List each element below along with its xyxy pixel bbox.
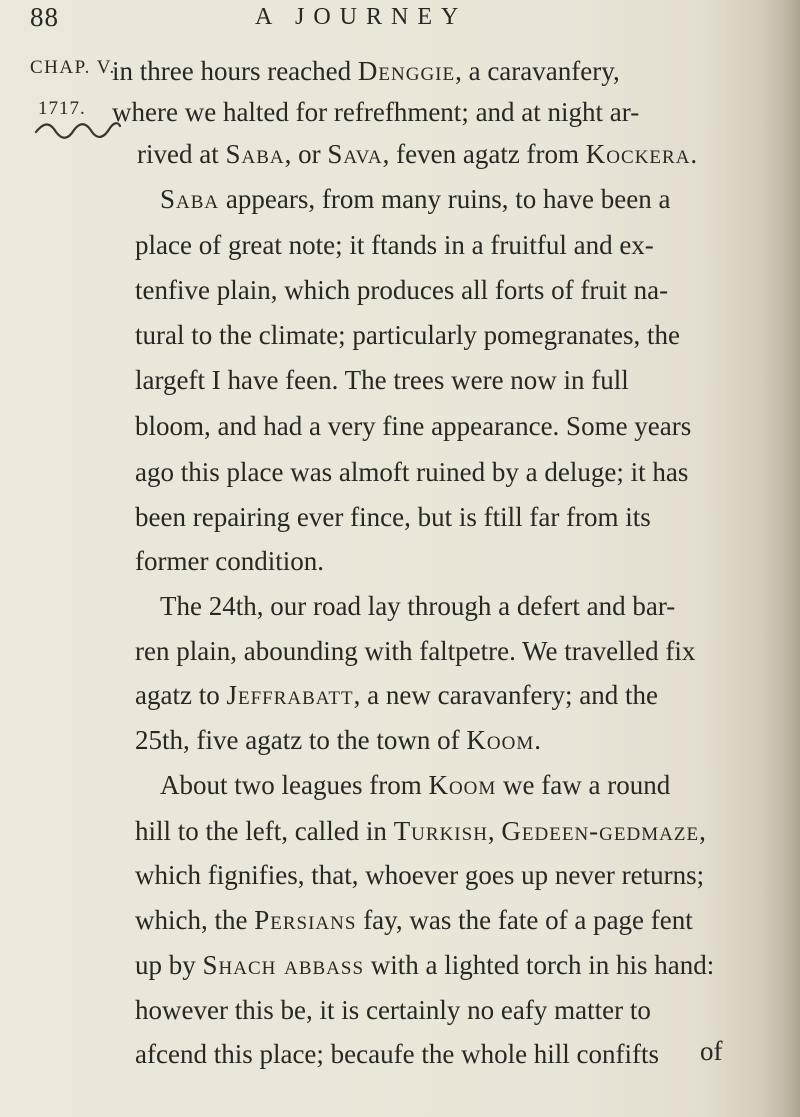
small-caps-name: Turkish — [393, 816, 488, 846]
text-line — [112, 99, 639, 126]
text-line — [135, 548, 324, 575]
text-run: , or — [284, 139, 328, 169]
text-run: place of great note; it ftands in a fruitful and ex- — [135, 230, 654, 260]
small-caps-name: Persians — [254, 905, 357, 935]
text-run: appears, from many ruins, to have been a — [219, 184, 671, 214]
text-line — [135, 727, 541, 754]
text-run: however this be, it is certainly no eafy matter to — [135, 995, 651, 1025]
running-head: A JOURNEY — [255, 4, 468, 30]
text-run: with a lighted torch in his hand: — [364, 950, 715, 980]
text-run: ren plain, abounding with faltpetre. We travelled fix — [135, 636, 696, 666]
page-number: 88 — [30, 2, 59, 32]
small-caps-name: Kockera — [585, 139, 691, 169]
text-line — [135, 638, 695, 665]
text-run: tenfive plain, which produces all forts of fruit na- — [135, 275, 669, 305]
text-line — [135, 367, 629, 394]
small-caps-name: Koom — [466, 725, 535, 755]
text-run: 25th, five agatz to the town of — [135, 725, 467, 755]
page-edge-shadow — [760, 0, 800, 1117]
text-line — [135, 459, 688, 486]
page-header — [0, 2, 800, 42]
text-run: where we halted for refrefhment; and at night ar- — [112, 97, 640, 127]
small-caps-name: Jeffrabatt — [226, 680, 354, 710]
text-run: tural to the climate; particularly pomegranates, the — [135, 320, 681, 350]
text-run: former condition. — [135, 546, 324, 576]
text-line — [137, 141, 697, 168]
text-line — [160, 593, 675, 620]
text-line — [135, 322, 680, 349]
text-line — [135, 682, 658, 709]
text-run: , — [487, 816, 502, 846]
text-run: . — [690, 139, 698, 169]
text-run: which fignifies, that, whoever goes up never returns; — [135, 860, 705, 890]
text-run: up by — [135, 950, 203, 980]
text-line — [135, 277, 668, 304]
text-run: in three hours reached — [112, 56, 358, 86]
text-line — [160, 186, 670, 213]
text-line — [135, 862, 704, 889]
text-line — [112, 58, 620, 85]
text-run: agatz to — [135, 680, 227, 710]
small-caps-name: Sava — [327, 139, 383, 169]
small-caps-name: Saba — [160, 184, 220, 214]
text-line — [135, 907, 693, 934]
text-run: largeft I have feen. The trees were now in full — [135, 365, 629, 395]
small-caps-name: Denggie — [357, 56, 456, 86]
text-line — [160, 772, 670, 799]
text-run: The 24th, our road lay through a defert and bar- — [160, 591, 676, 621]
text-run: , a caravanfery, — [455, 56, 620, 86]
text-run: bloom, and had a very fine appearance. Some years — [135, 411, 692, 441]
catchword: of — [700, 1036, 723, 1066]
text-line — [135, 232, 654, 259]
text-line — [135, 818, 706, 845]
small-caps-name: Gedeen-gedmaze — [501, 816, 700, 846]
text-run: been repairing ever fince, but is ftill far from its — [135, 502, 651, 532]
small-caps-name: Shach abbass — [202, 950, 365, 980]
text-run: fay, was the fate of a page fent — [356, 905, 693, 935]
text-run: , — [699, 816, 706, 846]
margin-chapter-note: CHAP. V. — [30, 57, 116, 78]
small-caps-name: Koom — [428, 770, 497, 800]
text-run: , a new caravanfery; and the — [353, 680, 658, 710]
text-run: About two leagues from — [160, 770, 429, 800]
text-run: hill to the left, called in — [135, 816, 394, 846]
text-run: we faw a round — [496, 770, 671, 800]
text-run: . — [534, 725, 542, 755]
small-caps-name: Saba — [225, 139, 285, 169]
text-line — [135, 413, 691, 440]
text-run: which, the — [135, 905, 255, 935]
text-line — [135, 997, 651, 1024]
margin-year-note: 1717. — [38, 98, 86, 119]
text-line — [135, 952, 714, 979]
text-line — [135, 504, 651, 531]
text-run: , feven agatz from — [382, 139, 586, 169]
ornament-flourish — [32, 118, 124, 140]
text-line — [135, 1041, 659, 1068]
text-run: ago this place was almoft ruined by a deluge; it has — [135, 457, 689, 487]
text-run: afcend this place; becaufe the whole hill confifts — [135, 1039, 660, 1069]
text-run: rived at — [137, 139, 226, 169]
